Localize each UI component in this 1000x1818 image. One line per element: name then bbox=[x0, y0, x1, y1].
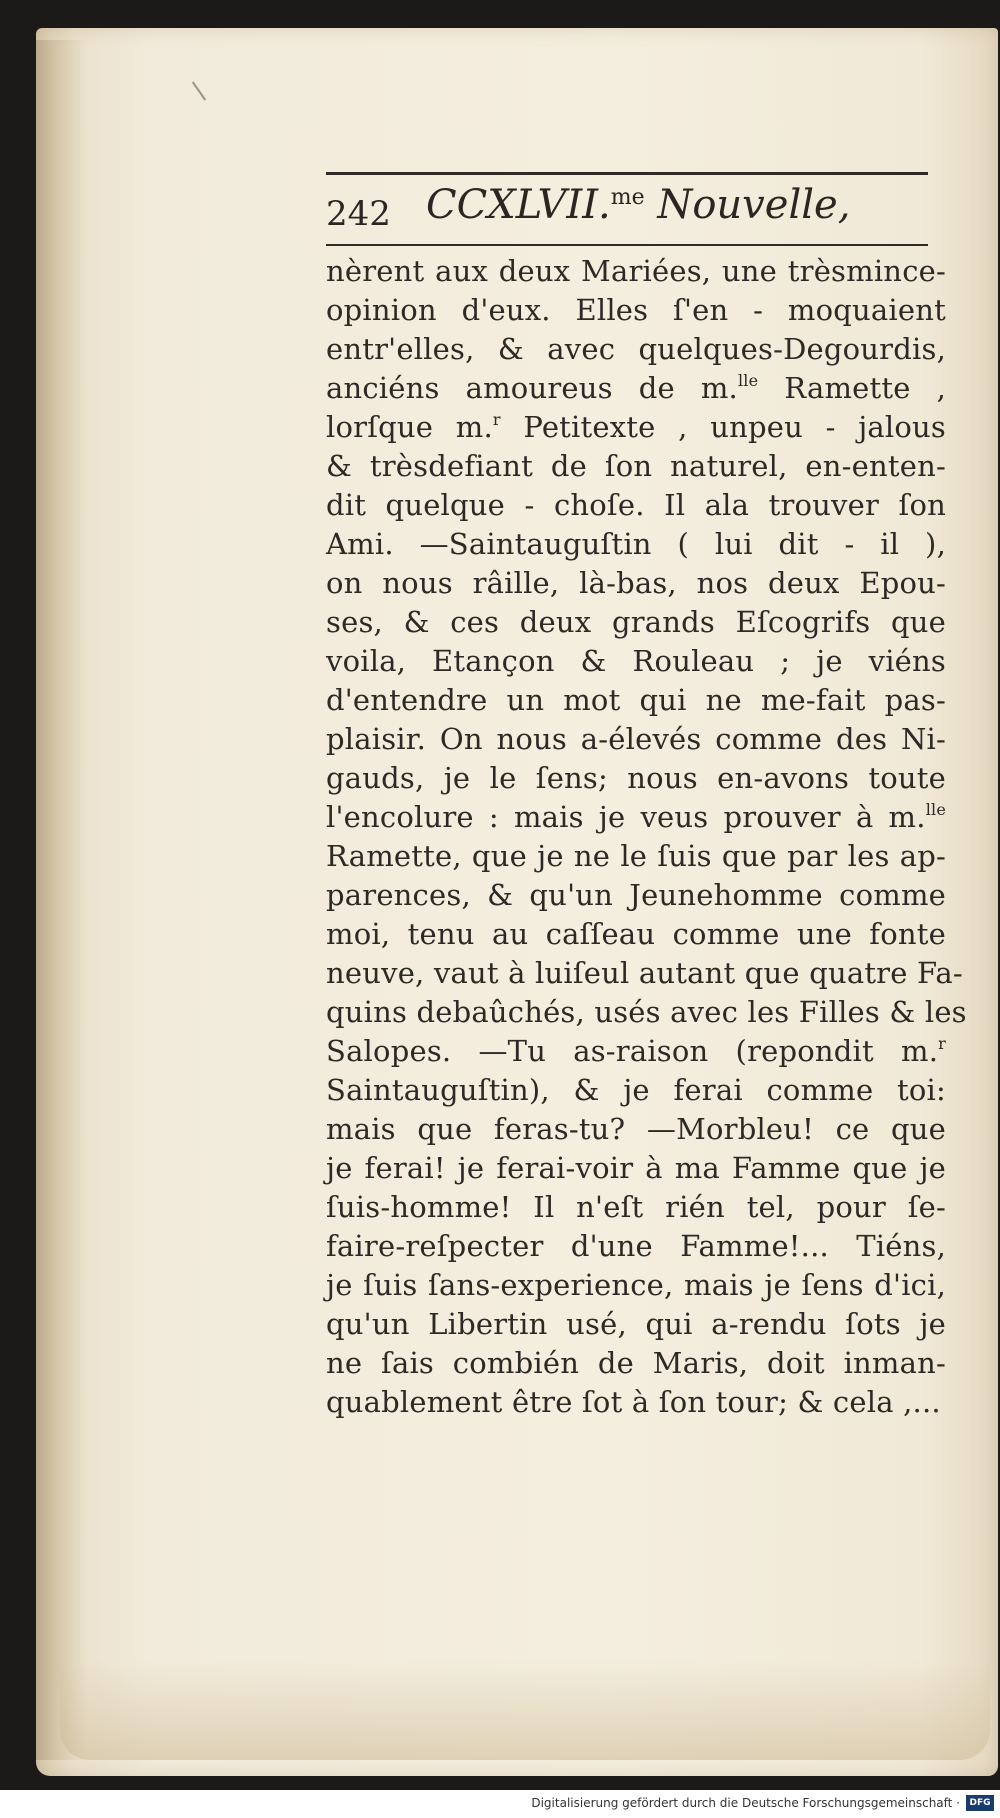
page-number: 242 bbox=[326, 194, 391, 234]
text-run: dit quelque - choſe. Il ala trouver ſon bbox=[326, 488, 946, 522]
text-run: quablement être ſot à ſon tour; & cela ,... bbox=[326, 1385, 941, 1419]
text-run: Saintauguſtin), & je ferai comme toi: bbox=[326, 1073, 946, 1107]
running-title-superscript: me bbox=[610, 185, 645, 210]
text-run: l'encolure : mais je veus prouver à m. bbox=[326, 800, 926, 834]
page-stain bbox=[60, 1660, 990, 1760]
text-line bbox=[326, 993, 967, 1032]
text-run: mais que feras-tu? —Morbleu! ce que bbox=[326, 1112, 946, 1146]
text-run: Ramette , bbox=[758, 371, 946, 405]
text-line bbox=[326, 1188, 946, 1227]
text-line bbox=[326, 330, 946, 369]
running-title-rest: Nouvelle, bbox=[644, 182, 851, 228]
text-line bbox=[326, 603, 946, 642]
text-run: ses, & ces deux grands Eſcogrifs que bbox=[326, 605, 946, 639]
text-run: on nous râille, là-bas, nos deux Epou- bbox=[326, 566, 946, 600]
text-run: Petitexte , unpeu - jalous bbox=[500, 410, 947, 444]
text-run: ne ſais combién de Maris, doit inman- bbox=[326, 1346, 946, 1380]
body-text bbox=[326, 252, 967, 1422]
text-line bbox=[326, 798, 946, 837]
text-run: Salopes. —Tu as-raison (repondit m. bbox=[326, 1034, 939, 1068]
text-line bbox=[326, 447, 946, 486]
text-line bbox=[326, 1032, 946, 1071]
superscript: lle bbox=[925, 800, 946, 819]
text-line bbox=[326, 525, 946, 564]
text-line bbox=[326, 837, 946, 876]
text-line bbox=[326, 1305, 946, 1344]
text-run: ſuis-homme! Il n'eſt rién tel, pour ſe- bbox=[326, 1190, 946, 1224]
text-line bbox=[326, 1344, 946, 1383]
text-line bbox=[326, 876, 946, 915]
superscript: r bbox=[492, 410, 501, 429]
page-header bbox=[326, 180, 928, 240]
text-run: quins debaûchés, usés avec les Filles & les bbox=[326, 995, 967, 1029]
text-run: moi, tenu au caſſeau comme une fonte bbox=[326, 917, 946, 951]
text-line bbox=[326, 564, 946, 603]
text-line bbox=[326, 1149, 946, 1188]
text-run: neuve, vaut à luiſeul autant que quatre Fa- bbox=[326, 956, 963, 990]
superscript: r bbox=[938, 1034, 946, 1053]
text-line bbox=[326, 915, 946, 954]
text-line bbox=[326, 1227, 946, 1266]
text-line bbox=[326, 1266, 946, 1305]
text-line bbox=[326, 954, 963, 993]
text-line bbox=[326, 720, 946, 759]
text-line bbox=[326, 486, 946, 525]
text-line bbox=[326, 759, 946, 798]
text-run: lorſque m. bbox=[326, 410, 493, 444]
text-run: & trèsdefiant de ſon naturel, en-enten- bbox=[326, 449, 946, 483]
text-run: plaisir. On nous a-élevés comme des Ni- bbox=[326, 722, 946, 756]
text-line bbox=[326, 291, 946, 330]
text-run: qu'un Libertin usé, qui a-rendu ſots je bbox=[326, 1307, 946, 1341]
text-line bbox=[326, 1071, 946, 1110]
text-run: je ſuis ſans-experience, mais je ſens d'ici, bbox=[326, 1268, 946, 1302]
funding-credit: Digitalisierung gefördert durch die Deutsche Forschungsgemeinschaft · bbox=[531, 1796, 960, 1810]
text-run: Ramette, que je ne le ſuis que par les ap- bbox=[326, 839, 946, 873]
text-run: anciéns amoureus de m. bbox=[326, 371, 738, 405]
text-run: entr'elles, & avec quelques-Degourdis, bbox=[326, 332, 946, 366]
header-rule-bottom bbox=[326, 244, 928, 246]
text-line bbox=[326, 642, 946, 681]
header-rule-top bbox=[326, 172, 928, 175]
superscript: lle bbox=[737, 371, 759, 390]
text-line bbox=[326, 681, 946, 720]
text-line bbox=[326, 1383, 946, 1422]
text-run: Ami. —Saintauguſtin ( lui dit - il ), bbox=[326, 527, 946, 561]
page-gutter-shadow bbox=[36, 40, 88, 1760]
text-line bbox=[326, 252, 946, 291]
running-title-main: CCXLVII. bbox=[426, 182, 611, 228]
text-run: voila, Etançon & Rouleau ; je viéns bbox=[326, 644, 946, 678]
text-run: je ferai! je ferai-voir à ma Famme que je bbox=[326, 1151, 946, 1185]
text-run: opinion d'eux. Elles ſ'en - moquaient bbox=[326, 293, 946, 327]
dfg-logo-icon: DFG bbox=[966, 1795, 994, 1811]
text-run: faire-reſpecter d'une Famme!... Tiéns, bbox=[326, 1229, 946, 1263]
text-run: parences, & qu'un Jeunehomme comme bbox=[326, 878, 946, 912]
text-run: gauds, je le ſens; nous en-avons toute bbox=[326, 761, 946, 795]
text-run: nèrent aux deux Mariées, une trèsmince- bbox=[326, 254, 946, 288]
text-line bbox=[326, 408, 946, 447]
text-run: d'entendre un mot qui ne me-fait pas- bbox=[326, 683, 946, 717]
text-line bbox=[326, 1110, 946, 1149]
running-title bbox=[426, 182, 850, 228]
text-line bbox=[326, 369, 946, 408]
digitization-footer bbox=[0, 1790, 1000, 1818]
